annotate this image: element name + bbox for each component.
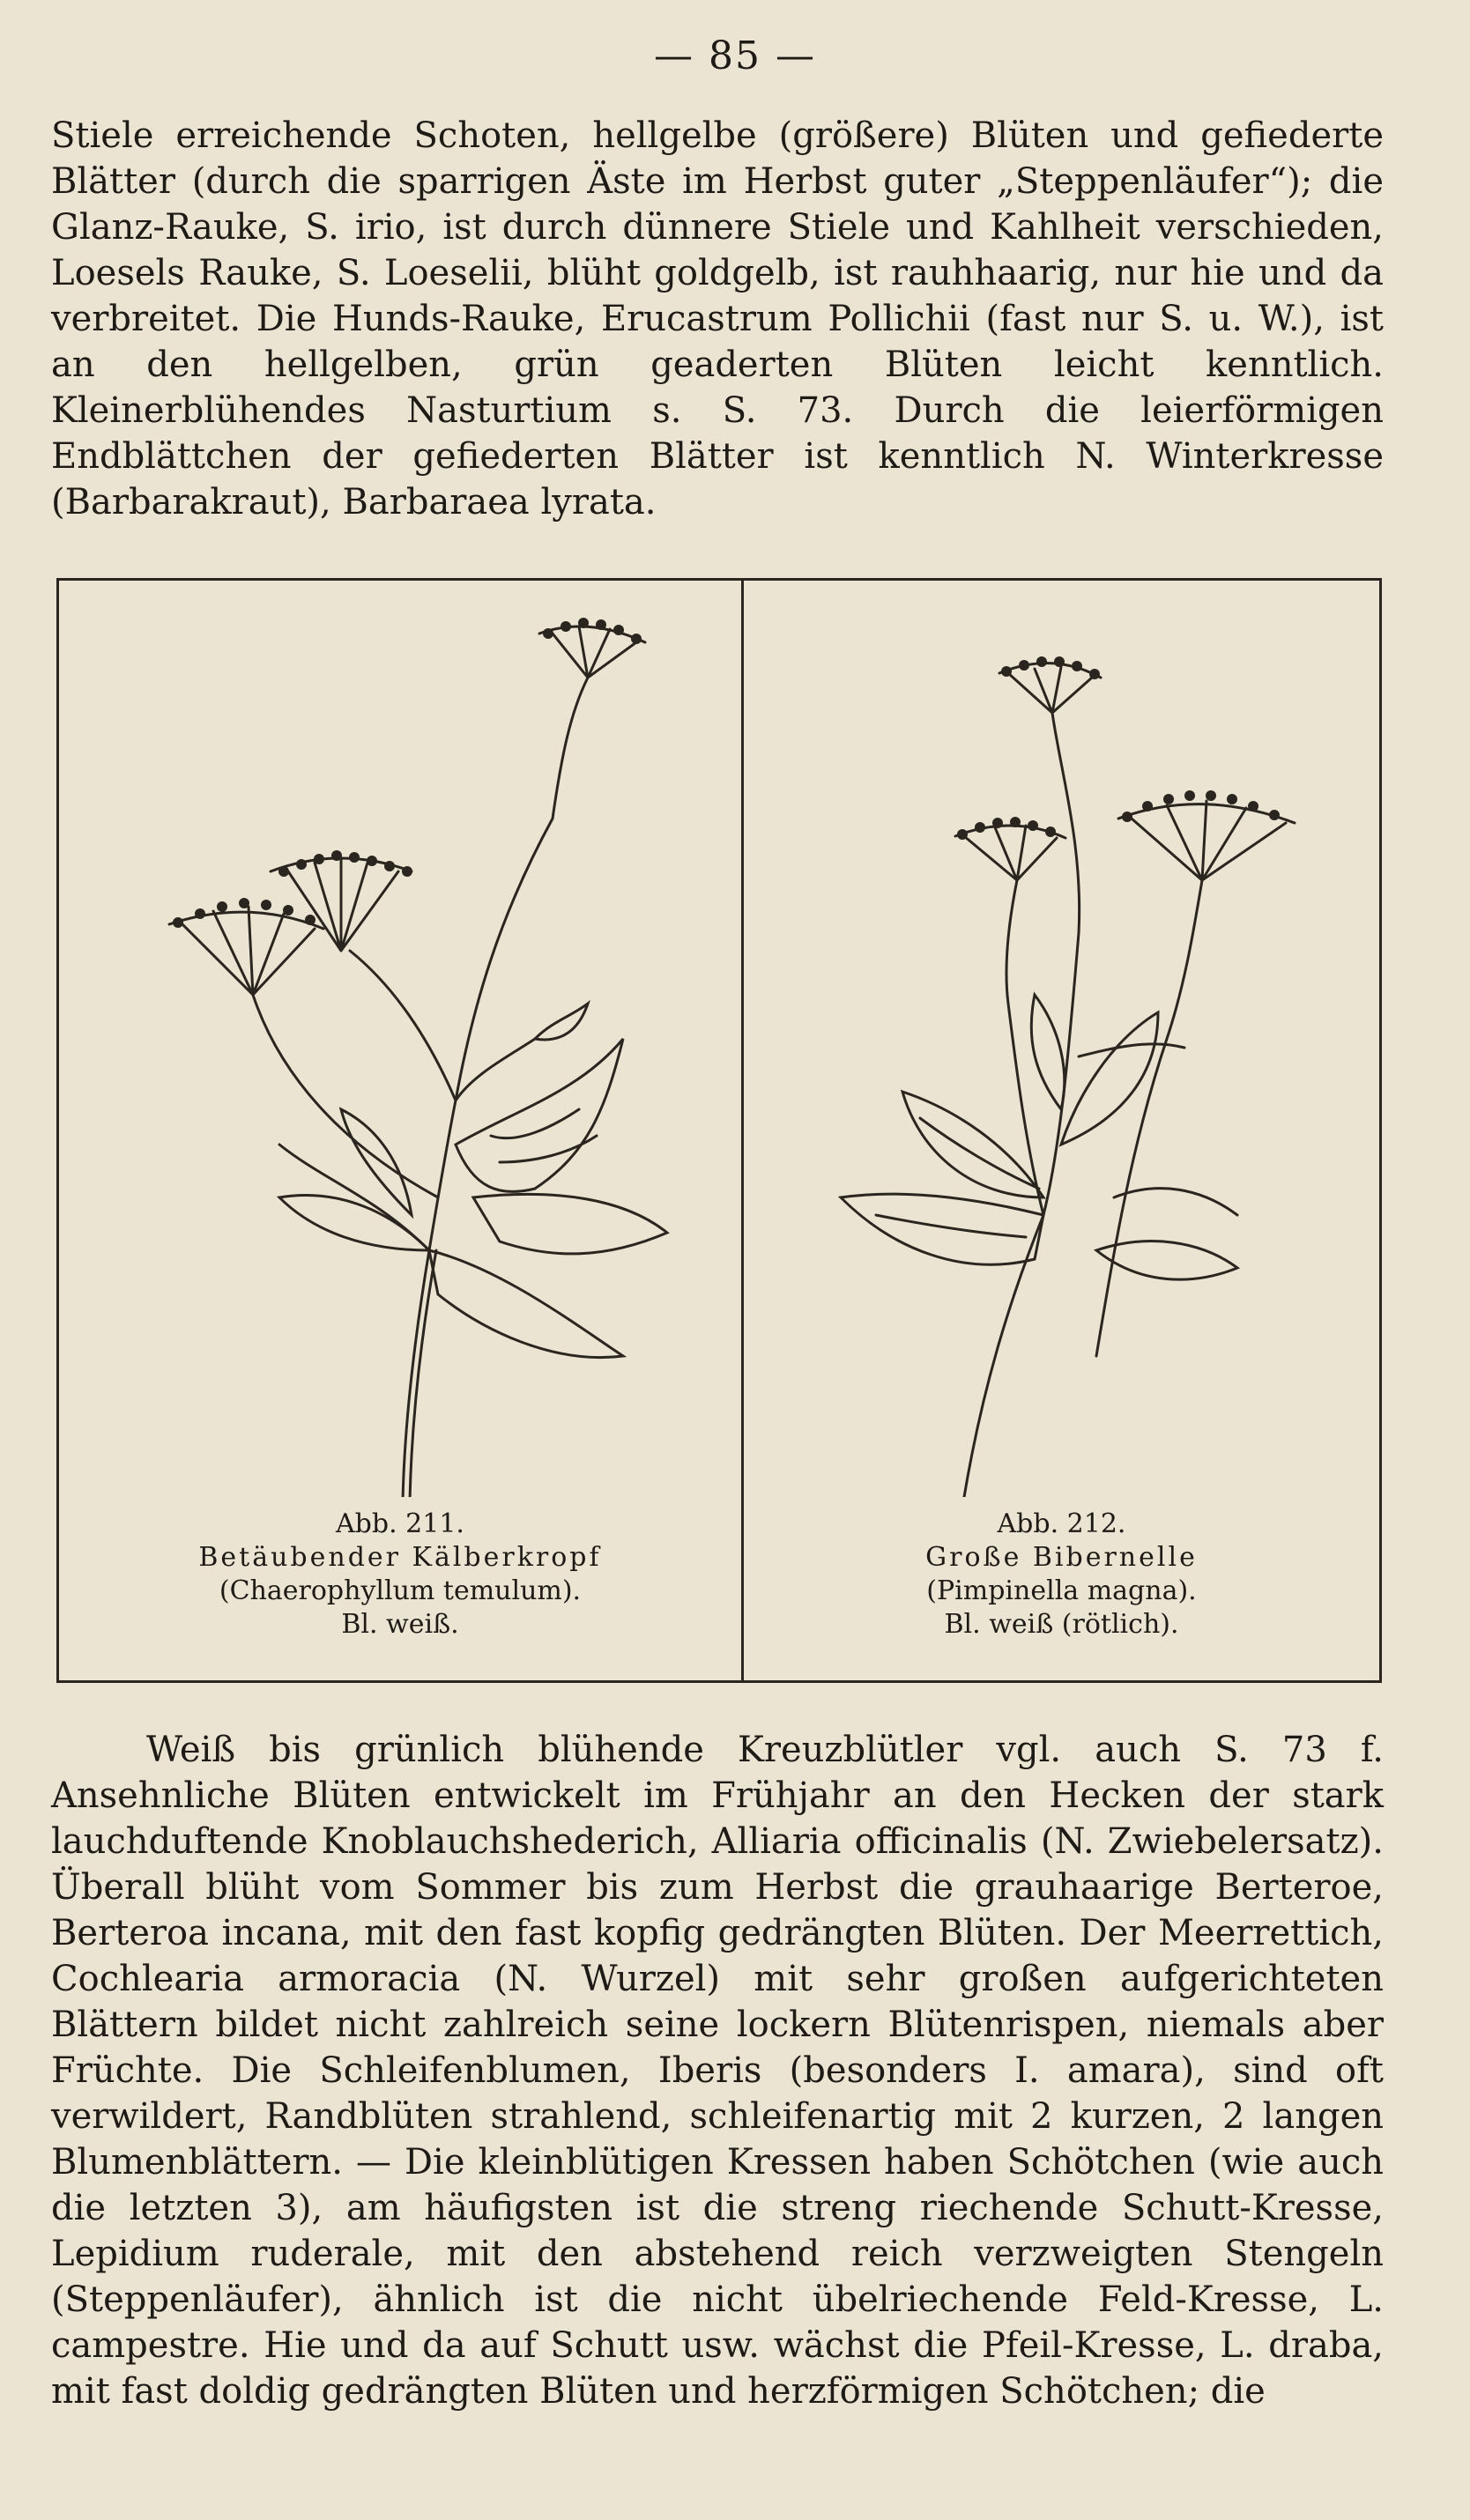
figure-211-title: Betäubender Kälberkropf <box>198 1542 602 1573</box>
figure-212-caption <box>744 1508 1379 1642</box>
top-paragraph-text: Stiele erreichende Schoten, hellgelbe (größere) Blüten und gefiederte Blätter (durch die sparrigen Äste im Herbst guter „Steppenläufer“); die Glanz-Rauke, S. irio, ist durch dünnere Stiele und Kahlheit verschieden, Loesels Rauke, S. Loeselii, blüht goldgelb, ist rauhhaarig, nur hie und da verbreitet. Die Hunds-Rauke, Erucastrum Pollichii (fast nur S. u. W.), ist an den hellgelben, grün geaderten Blüten leicht kenntlich. Kleinerblühendes Nasturtium s. S. 73. Durch die leierförmigen Endblättchen der gefiederten Blätter ist kenntlich N. Winterkresse (Barbarakraut), Barbaraea lyrata. <box>51 115 1384 523</box>
figure-frame <box>56 578 1382 1683</box>
bottom-paragraph-text: Weiß bis grünlich blühende Kreuzblütler vgl. auch S. 73 f. Ansehnliche Blüten entwickelt im Frühjahr an den Hecken der stark lauchduftende Knoblauchshederich, Alliaria officinalis (N. Zwiebelersatz). Überall blüht vom Sommer bis zum Herbst die grauhaarige Berteroe, Berteroa incana, mit den fast kopfig gedrängten Blüten. Der Meerrettich, Cochlearia armoracia (N. Wurzel) mit sehr großen aufgerichteten Blättern bildet nicht zahlreich seine lockern Blütenrispen, niemals aber Früchte. Die Schleifenblumen, Iberis (besonders I. amara), sind oft verwildert, Randblüten strahlend, schleifenartig mit 2 kurzen, 2 langen Blumenblättern. — Die kleinblütigen Kressen haben Schötchen (wie auch die letzten 3), am häufigsten ist die streng riechende Schutt-Kresse, Lepidium ruderale, mit den abstehend reich verzweigten Stengeln (Steppenläufer), ähnlich ist die nicht übelriechende Feld-Kresse, L. campestre. Hie und da auf Schutt usw. wächst die Pfeil-Kresse, L. draba, mit fast doldig gedrängten Blüten und herzförmigen Schötchen; die <box>51 1730 1384 2412</box>
figure-212-latin: (Pimpinella magna). <box>926 1575 1197 1606</box>
figure-211-number: Abb. 211. <box>336 1508 464 1539</box>
figure-211-latin: (Chaerophyllum temulum). <box>219 1575 582 1606</box>
figure-212-bloom: Bl. weiß (rötlich). <box>944 1609 1179 1640</box>
figure-211 <box>59 581 741 1680</box>
bottom-paragraph <box>51 1727 1384 2414</box>
figure-212 <box>744 581 1379 1680</box>
figure-211-caption <box>59 1508 741 1642</box>
figure-212-title: Große Bibernelle <box>925 1542 1198 1573</box>
top-paragraph <box>51 113 1384 525</box>
page-number: — 85 — <box>654 33 816 78</box>
figure-212-number: Abb. 212. <box>997 1508 1126 1539</box>
pimpinella-illustration <box>744 581 1379 1497</box>
figure-211-bloom: Bl. weiß. <box>341 1609 459 1640</box>
chaerophyllum-illustration <box>59 581 741 1497</box>
